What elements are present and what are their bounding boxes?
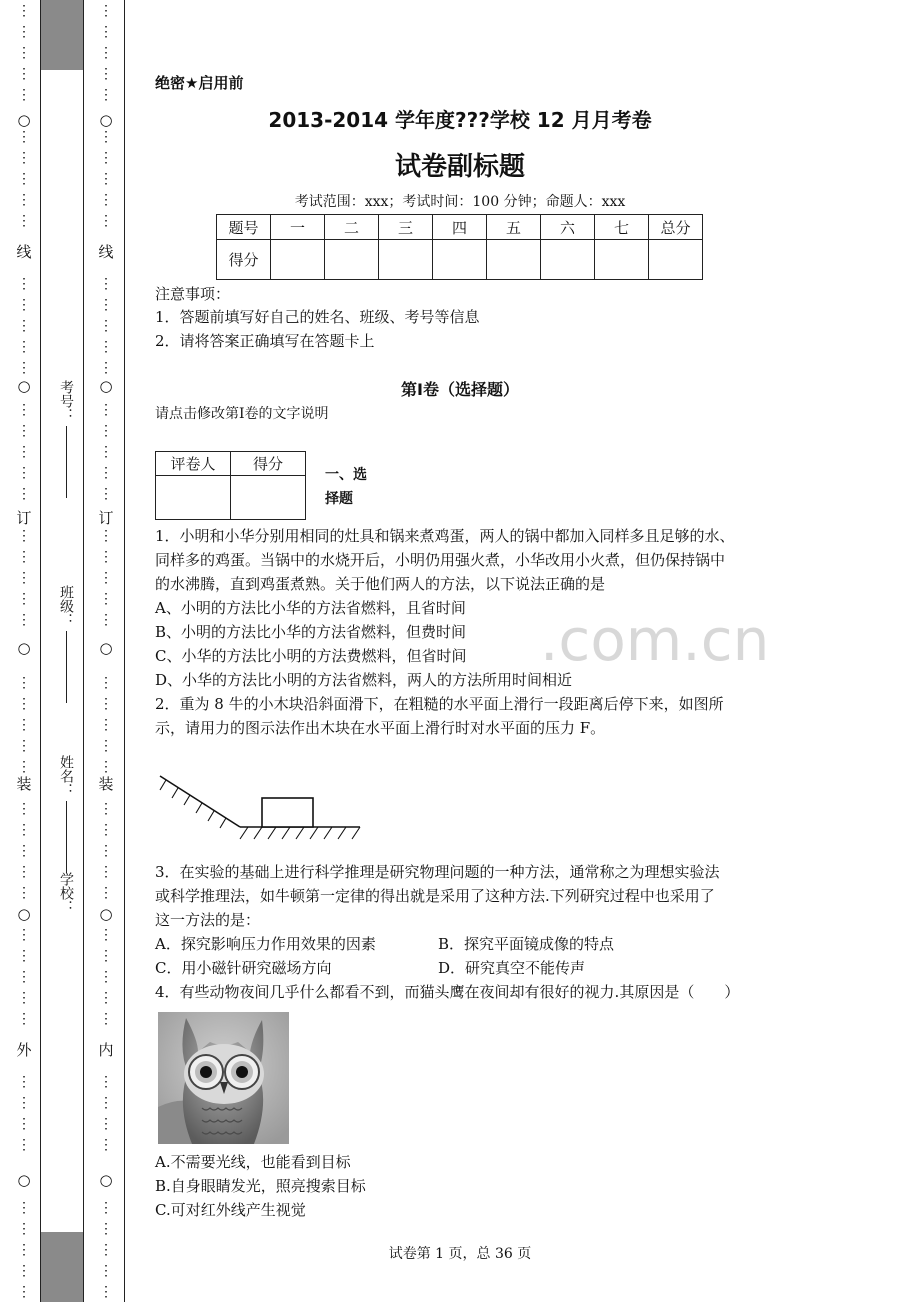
grader-cell[interactable] (231, 476, 306, 520)
binding-dot: ⋮ (17, 969, 31, 985)
binding-dot: ⋮ (17, 276, 31, 292)
binding-dot: ⋮ (17, 570, 31, 586)
binding-dot: ⋮ (99, 213, 113, 229)
binding-dot: ⋮ (17, 948, 31, 964)
binding-dot: ⋮ (17, 612, 31, 628)
owl-photo (158, 1012, 289, 1144)
outer-binding-label: 线 (16, 243, 32, 261)
blank-line (66, 801, 67, 873)
binding-dot: ⋮ (17, 423, 31, 439)
binding-dot: ⋮ (99, 990, 113, 1006)
binding-dot: ⋮ (17, 801, 31, 817)
q1-option-b: B、小明的方法比小华的方法省燃料，但费时间 (155, 623, 467, 641)
binding-circle-mark: ○ (99, 111, 113, 129)
binding-dot: ⋮ (17, 1011, 31, 1027)
part-heading-line1: 一、选 (325, 467, 367, 483)
binding-field-label: 考号： (58, 380, 74, 422)
q4-line: 4．有些动物夜间几乎什么都看不到，而猫头鹰在夜间却有很好的视力.其原因是（ ） (155, 983, 740, 1001)
grader-table-row (156, 476, 306, 520)
binding-dot: ⋮ (99, 66, 113, 82)
score-table-header-cell: 二 (325, 215, 379, 240)
binding-dot: ⋮ (99, 969, 113, 985)
binding-dot: ⋮ (17, 1263, 31, 1279)
q1-line: 同样多的鸡蛋。当锅中的水烧开后，小明仍用强火煮，小华改用小火煮，但仍保持锅中 (155, 551, 726, 569)
binding-dot: ⋮ (99, 696, 113, 712)
binding-dot: ⋮ (99, 1074, 113, 1090)
score-table (216, 214, 703, 280)
binding-dot: ⋮ (99, 948, 113, 964)
binding-dot: ⋮ (17, 927, 31, 943)
binding-dot: ⋮ (99, 192, 113, 208)
notes-heading: 注意事项： (155, 285, 231, 303)
score-table-header-cell: 题号 (217, 215, 271, 240)
incline-surface (160, 776, 240, 827)
grader-table (155, 451, 306, 520)
q3-option-c: C．用小磁针研究磁场方向 (155, 959, 332, 977)
binding-dot: ⋮ (99, 528, 113, 544)
binding-circle-mark: ○ (99, 639, 113, 657)
binding-dot: ⋮ (99, 1221, 113, 1237)
score-cell[interactable] (379, 240, 433, 280)
q3-line: 或科学推理法，如牛顿第一定律的得出就是采用了这种方法.下列研究过程中也采用了 (155, 887, 715, 905)
binding-dot: ⋮ (17, 1074, 31, 1090)
binding-dot: ⋮ (99, 1011, 113, 1027)
binding-dot: ⋮ (17, 3, 31, 19)
outer-binding-label: 外 (16, 1041, 32, 1059)
binding-dot: ⋮ (17, 318, 31, 334)
binding-dot: ⋮ (99, 129, 113, 145)
binding-field-label: 学校： (58, 872, 74, 914)
score-table-header-cell: 总分 (649, 215, 703, 240)
section-description: 请点击修改第Ⅰ卷的文字说明 (155, 406, 329, 422)
binding-dot: ⋮ (99, 1263, 113, 1279)
binding-dot: ⋮ (17, 402, 31, 418)
binding-dot: ⋮ (99, 675, 113, 691)
grader-cell[interactable] (156, 476, 231, 520)
binding-dot: ⋮ (17, 717, 31, 733)
binding-dot: ⋮ (17, 1221, 31, 1237)
binding-dot: ⋮ (17, 591, 31, 607)
q3-option-b: B．探究平面镜成像的特点 (438, 935, 615, 953)
binding-dot: ⋮ (17, 549, 31, 565)
binding-dot: ⋮ (17, 213, 31, 229)
ground-hatching (240, 827, 360, 839)
q3-line: 这一方法的是： (155, 911, 261, 929)
exam-info: 考试范围：xxx；考试时间：100 分钟；命题人：xxx (294, 194, 626, 210)
binding-dot: ⋮ (99, 738, 113, 754)
section-title: 第Ⅰ卷（选择题） (401, 380, 519, 399)
page-footer: 试卷第 1 页，总 36 页 (388, 1246, 532, 1262)
q4-option-c: C.可对红外线产生视觉 (155, 1201, 306, 1219)
binding-circle-mark: ○ (99, 1171, 113, 1189)
binding-dot: ⋮ (17, 990, 31, 1006)
score-cell[interactable] (271, 240, 325, 280)
binding-grey-band-top (40, 0, 83, 70)
binding-dot: ⋮ (17, 465, 31, 481)
binding-dot: ⋮ (17, 24, 31, 40)
part-heading-line2: 择题 (325, 491, 353, 507)
binding-dot: ⋮ (99, 822, 113, 838)
binding-circle-mark: ○ (17, 377, 31, 395)
exam-subtitle: 试卷副标题 (394, 152, 525, 182)
q1-option-d: D、小华的方法比小明的方法省燃料，两人的方法所用时间相近 (155, 671, 573, 689)
q3-line: 3．在实验的基础上进行科学推理是研究物理问题的一种方法，通常称之为理想实验法 (155, 863, 720, 881)
outer-binding-label: 订 (16, 509, 32, 527)
binding-dot: ⋮ (99, 1137, 113, 1153)
binding-dot: ⋮ (17, 45, 31, 61)
grader-header-cell: 评卷人 (156, 452, 231, 476)
q3-option-d: D．研究真空不能传声 (438, 959, 586, 977)
binding-circle-mark: ○ (17, 639, 31, 657)
exam-title: 2013-2014 学年度???学校 12 月月考卷 (268, 108, 652, 132)
binding-dot: ⋮ (17, 87, 31, 103)
binding-dot: ⋮ (17, 150, 31, 166)
binding-dot: ⋮ (17, 444, 31, 460)
binding-dot: ⋮ (99, 612, 113, 628)
score-table-row-label: 得分 (217, 240, 271, 280)
binding-dot: ⋮ (99, 1284, 113, 1300)
score-cell[interactable] (325, 240, 379, 280)
binding-circle-mark: ○ (99, 377, 113, 395)
binding-dot: ⋮ (99, 1242, 113, 1258)
binding-dot: ⋮ (99, 297, 113, 313)
binding-dot: ⋮ (17, 129, 31, 145)
binding-dot: ⋮ (17, 696, 31, 712)
grader-table-header-row (156, 452, 306, 476)
binding-dot: ⋮ (17, 843, 31, 859)
binding-dot: ⋮ (99, 360, 113, 376)
binding-circle-mark: ○ (17, 1171, 31, 1189)
score-table-header-cell: 一 (271, 215, 325, 240)
binding-field-school (48, 872, 76, 914)
incline-hatching (160, 780, 226, 828)
binding-dot: ⋮ (17, 66, 31, 82)
score-cell[interactable] (649, 240, 703, 280)
binding-dot: ⋮ (17, 1284, 31, 1300)
binding-dot: ⋮ (99, 759, 113, 775)
binding-dot: ⋮ (17, 1200, 31, 1216)
binding-dot: ⋮ (99, 927, 113, 943)
binding-dot: ⋮ (17, 297, 31, 313)
inner-binding-label: 线 (98, 243, 114, 261)
q3-option-a: A．探究影响压力作用效果的因素 (155, 935, 376, 953)
binding-circle-mark: ○ (17, 905, 31, 923)
binding-dot: ⋮ (99, 864, 113, 880)
binding-dot: ⋮ (17, 171, 31, 187)
q1-option-c: C、小华的方法比小明的方法费燃料，但省时间 (155, 647, 467, 665)
binding-dot: ⋮ (99, 1200, 113, 1216)
binding-dot: ⋮ (17, 1137, 31, 1153)
binding-dot: ⋮ (17, 1095, 31, 1111)
binding-dot: ⋮ (99, 843, 113, 859)
binding-dot: ⋮ (99, 171, 113, 187)
score-table-header-cell: 七 (595, 215, 649, 240)
binding-field-label: 班级： (58, 585, 74, 627)
q1-line: 1．小明和小华分别用相同的灶具和锅来煮鸡蛋，两人的锅中都加入同样多且足够的水、 (155, 527, 735, 545)
grader-header-cell: 得分 (231, 452, 306, 476)
binding-circle-mark: ○ (17, 111, 31, 129)
binding-dot: ⋮ (99, 885, 113, 901)
outer-binding-label: 装 (16, 775, 32, 793)
binding-dot: ⋮ (99, 1095, 113, 1111)
binding-dot: ⋮ (17, 822, 31, 838)
binding-dot: ⋮ (17, 339, 31, 355)
score-table-header-cell: 三 (379, 215, 433, 240)
binding-dot: ⋮ (17, 192, 31, 208)
binding-dot: ⋮ (99, 570, 113, 586)
secret-mark: 绝密★启用前 (155, 74, 244, 92)
binding-dot: ⋮ (17, 1242, 31, 1258)
binding-dot: ⋮ (17, 675, 31, 691)
score-table-score-row (217, 240, 703, 280)
blank-line (66, 631, 67, 703)
binding-dot: ⋮ (99, 318, 113, 334)
q2-line: 2．重为 8 牛的小木块沿斜面滑下，在粗糙的水平面上滑行一段距离后停下来，如图所 (155, 695, 724, 713)
q2-line: 示，请用力的图示法作出木块在水平面上滑行时对水平面的压力 F。 (155, 719, 606, 737)
inner-binding-label: 订 (98, 509, 114, 527)
score-table-header-row (217, 215, 703, 240)
binding-field-class (48, 585, 76, 703)
binding-dot: ⋮ (99, 717, 113, 733)
binding-dot: ⋮ (17, 864, 31, 880)
binding-dot: ⋮ (17, 360, 31, 376)
binding-dot: ⋮ (99, 87, 113, 103)
binding-dot: ⋮ (99, 801, 113, 817)
binding-dot: ⋮ (99, 3, 113, 19)
note-item: 2．请将答案正确填写在答题卡上 (155, 332, 375, 350)
score-cell[interactable] (595, 240, 649, 280)
binding-dot: ⋮ (17, 1116, 31, 1132)
binding-field-name (48, 755, 76, 873)
watermark: .com.cn (540, 606, 770, 674)
inner-binding-label: 装 (98, 775, 114, 793)
q4-option-a: A.不需要光线，也能看到目标 (155, 1153, 351, 1171)
binding-dot: ⋮ (99, 1116, 113, 1132)
binding-dot: ⋮ (99, 591, 113, 607)
inner-binding-label: 内 (98, 1041, 114, 1059)
binding-dot: ⋮ (17, 528, 31, 544)
binding-dot: ⋮ (99, 444, 113, 460)
score-table-header-cell: 四 (433, 215, 487, 240)
binding-dot: ⋮ (99, 402, 113, 418)
binding-dot: ⋮ (99, 150, 113, 166)
binding-dot: ⋮ (17, 885, 31, 901)
binding-dot: ⋮ (99, 549, 113, 565)
binding-circle-mark: ○ (99, 905, 113, 923)
score-table-header-cell: 五 (487, 215, 541, 240)
binding-dot: ⋮ (17, 738, 31, 754)
q1-line: 的水沸腾，直到鸡蛋煮熟。关于他们两人的方法，以下说法正确的是 (155, 575, 606, 593)
score-cell[interactable] (433, 240, 487, 280)
binding-dot: ⋮ (99, 486, 113, 502)
binding-field-label: 姓名： (58, 755, 74, 797)
binding-dot: ⋮ (99, 339, 113, 355)
score-cell[interactable] (541, 240, 595, 280)
binding-dot: ⋮ (99, 423, 113, 439)
binding-dot: ⋮ (17, 759, 31, 775)
score-table-header-cell: 六 (541, 215, 595, 240)
note-item: 1．答题前填写好自己的姓名、班级、考号等信息 (155, 308, 480, 326)
binding-dot: ⋮ (99, 465, 113, 481)
score-cell[interactable] (487, 240, 541, 280)
binding-dot: ⋮ (99, 276, 113, 292)
binding-dot: ⋮ (17, 486, 31, 502)
incline-block-diagram (158, 770, 368, 842)
q4-option-b: B.自身眼睛发光，照亮搜索目标 (155, 1177, 366, 1195)
binding-dot: ⋮ (99, 24, 113, 40)
binding-dot: ⋮ (99, 45, 113, 61)
q1-option-a: A、小明的方法比小华的方法省燃料，且省时间 (155, 599, 466, 617)
blank-line (66, 426, 67, 498)
wooden-block (262, 798, 313, 827)
